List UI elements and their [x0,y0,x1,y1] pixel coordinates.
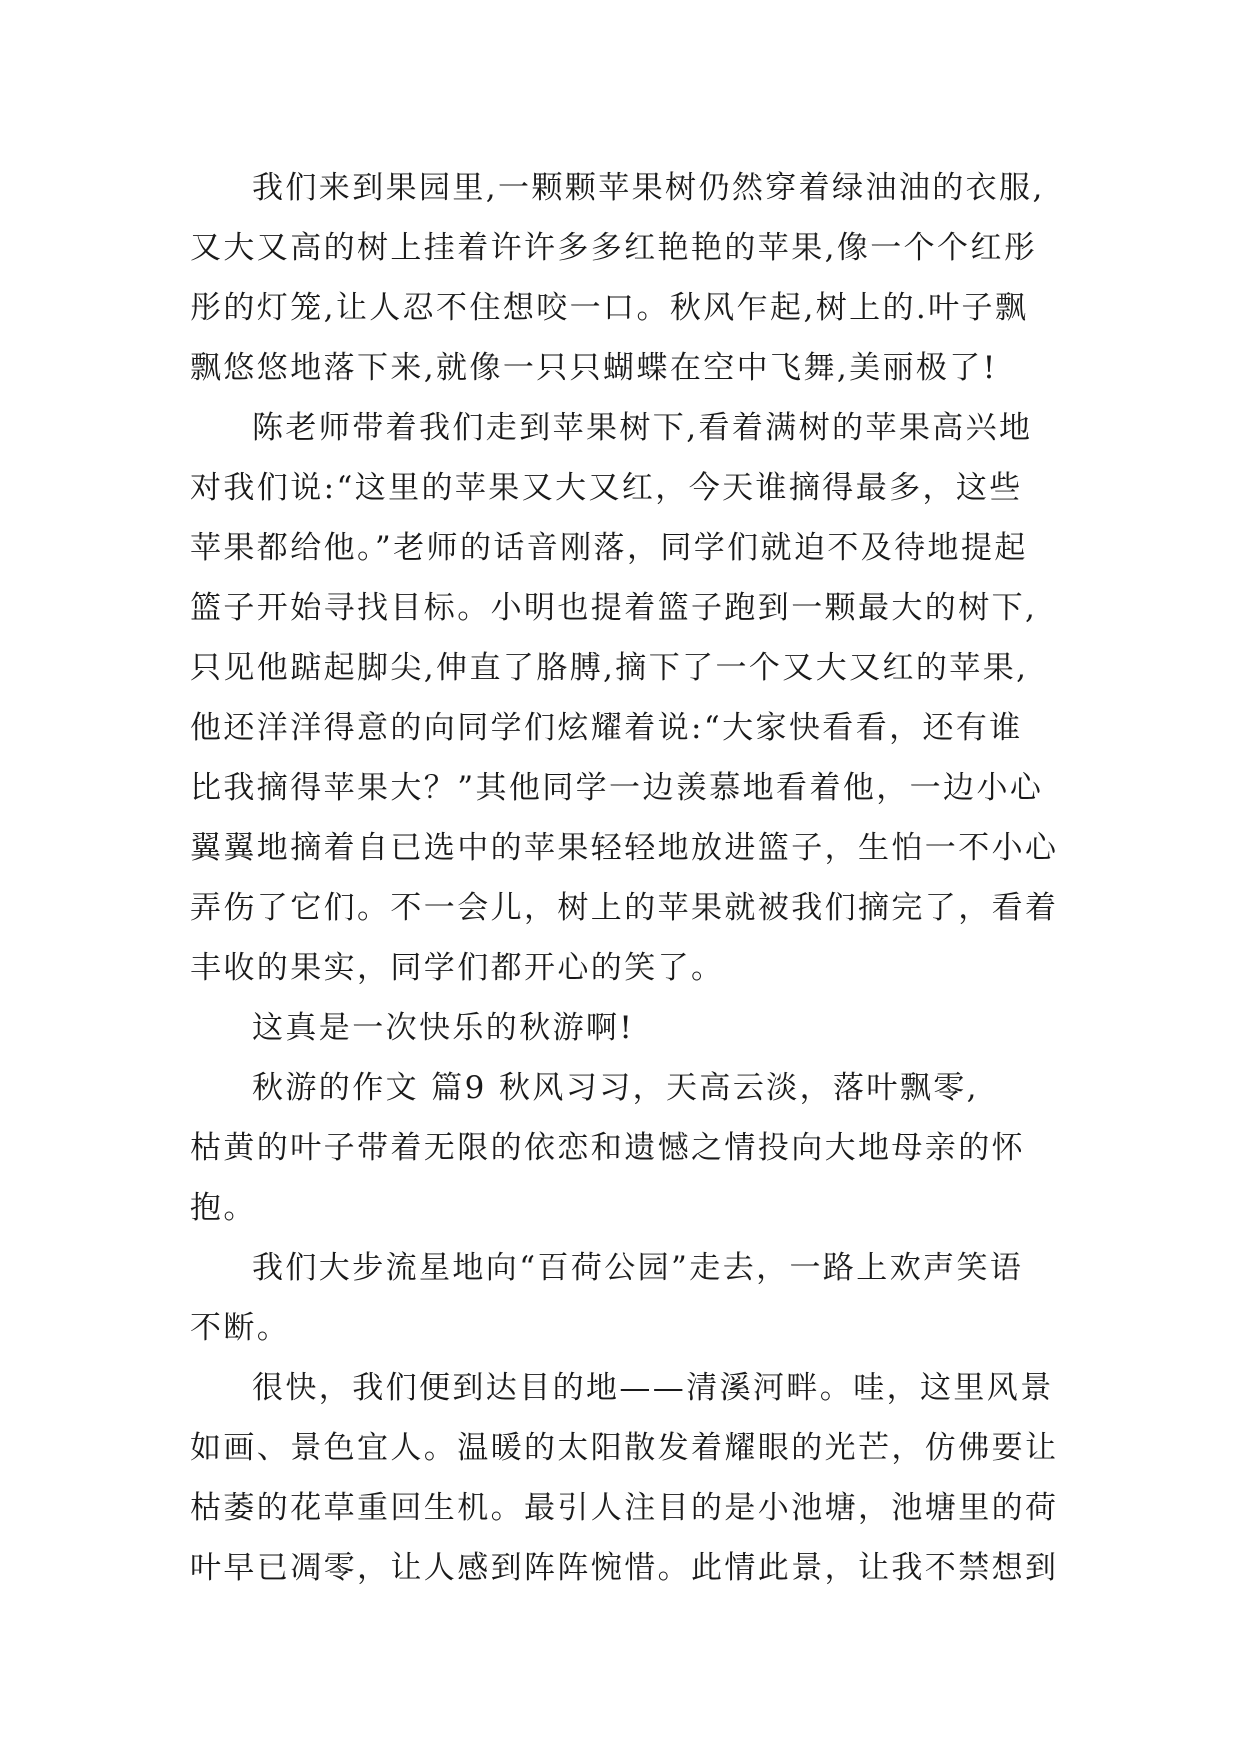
text-line: 枯黄的叶子带着无限的依恋和遗憾之情投向大地母亲的怀 [190,1130,1025,1166]
text-line: 只见他踮起脚尖,伸直了胳膊,摘下了一个又大又红的苹果, [190,650,1029,686]
text-line: 飘悠悠地落下来,就像一只只蝴蝶在空中飞舞,美丽极了! [190,350,998,386]
text-line: 彤的灯笼,让人忍不住想咬一口。秋风乍起,树上的.叶子飘 [190,290,1029,326]
text-line: 秋游的作文 篇9 秋风习习，天高云淡，落叶飘零, [252,1070,979,1106]
text-line: 枯萎的花草重回生机。最引人注目的是小池塘，池塘里的荷 [190,1490,1059,1526]
text-line: 这真是一次快乐的秋游啊! [252,1010,635,1046]
text-line: 陈老师带着我们走到苹果树下,看着满树的苹果高兴地 [252,410,1033,446]
text-line: 如画、景色宜人。温暖的太阳散发着耀眼的光芒，仿佛要让 [190,1430,1059,1466]
text-line: 很快，我们便到达目的地——清溪河畔。哇，这里风景 [252,1370,1054,1406]
text-line: 翼翼地摘着自已选中的苹果轻轻地放进篮子，生怕一不小心 [190,830,1059,866]
text-line: 对我们说:“这里的苹果又大又红，今天谁摘得最多，这些 [190,470,1023,506]
text-line: 我们大步流星地向“百荷公园”走去，一路上欢声笑语 [252,1250,1024,1286]
text-line: 丰收的果实，同学们都开心的笑了。 [190,950,725,986]
text-line: 他还洋洋得意的向同学们炫耀着说:“大家快看看，还有谁 [190,710,1023,746]
text-line: 又大又高的树上挂着许许多多红艳艳的苹果,像一个个红彤 [190,230,1038,266]
text-line: 叶早已凋零，让人感到阵阵惋惜。此情此景，让我不禁想到 [190,1550,1059,1586]
text-line: 弄伤了它们。不一会儿，树上的苹果就被我们摘完了，看着 [190,890,1059,926]
text-line: 不断。 [190,1310,291,1346]
text-line: 抱。 [190,1190,257,1226]
text-line: 苹果都给他。”老师的话音刚落，同学们就迫不及待地提起 [190,530,1028,566]
text-line: 篮子开始寻找目标。小明也提着篮子跑到一颗最大的树下, [190,590,1038,626]
text-line: 我们来到果园里,一颗颗苹果树仍然穿着绿油油的衣服, [252,170,1045,206]
text-line: 比我摘得苹果大？”其他同学一边羡慕地看着他，一边小心 [190,770,1044,806]
essay-body [190,158,1059,1598]
